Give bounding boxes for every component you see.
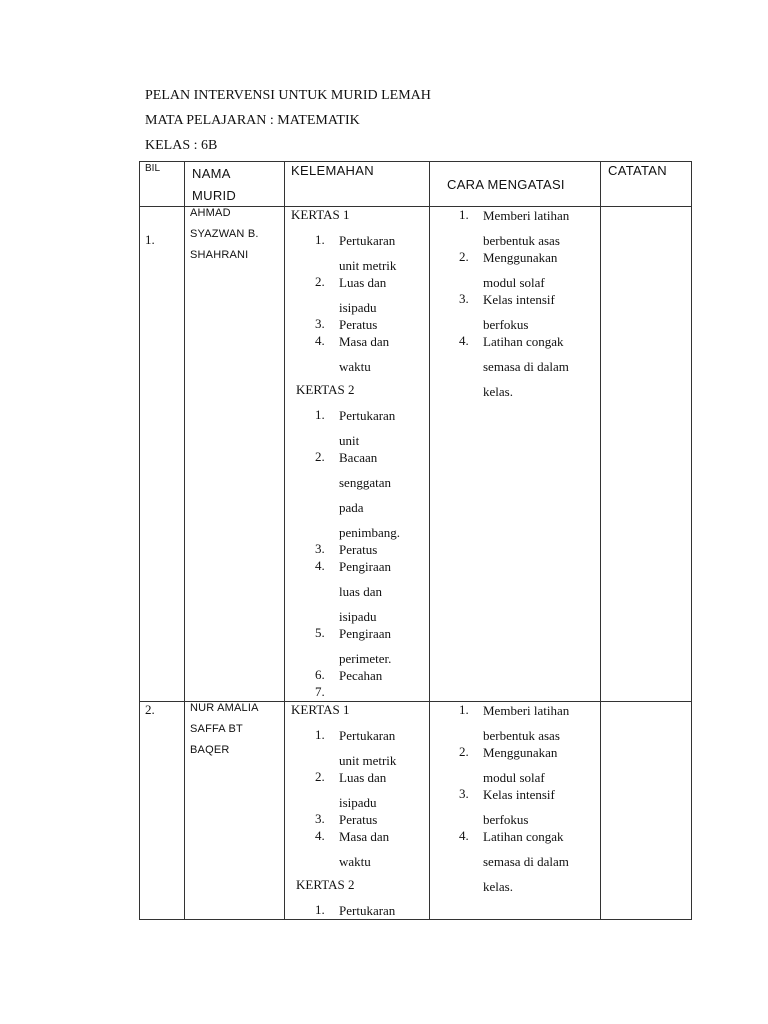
row-1-kertas1-label: KERTAS 1	[291, 207, 350, 222]
row-1-kertas1-item-text: Luas dan isipadu	[339, 275, 387, 315]
row-2-cara-item	[459, 786, 569, 828]
row-2-kertas2-item	[315, 902, 395, 919]
row-1-kertas1-item-text: Masa dan waktu	[339, 334, 390, 374]
row-2-kertas1-item	[315, 769, 396, 811]
row-1-kertas1-item	[315, 316, 396, 333]
row-2-cara-item-text: Kelas intensif berfokus	[483, 787, 555, 827]
class-line: KELAS : 6B	[145, 138, 218, 153]
table-border-left	[139, 161, 140, 920]
row-2-kertas1-item-number: 3.	[315, 811, 325, 826]
row-1-student-name: AHMAD SYAZWAN B. SHAHRANI	[190, 207, 259, 261]
row-1-cara-item-text: Kelas intensif berfokus	[483, 292, 555, 332]
row-1-kertas2-item-text	[339, 684, 400, 701]
row-2-cara-item-text: Latihan congak semasa di dalam kelas.	[483, 829, 569, 894]
row-1-kertas1-item-text: Peratus	[339, 317, 378, 332]
table-border-right	[691, 161, 692, 920]
column-divider-1	[184, 161, 185, 920]
row-1-kertas2-label: KERTAS 2	[296, 382, 355, 397]
intervention-table	[139, 161, 692, 920]
row-1-kertas1-list	[315, 232, 396, 375]
row-1-kertas1-item-number: 1.	[315, 232, 325, 247]
row-1-kertas2-item-text: Bacaan senggatan pada penimbang.	[339, 450, 401, 540]
row-2-kertas2-item-number: 1.	[315, 902, 325, 917]
row-2-cara-item	[459, 828, 569, 895]
row-2-cara-item-number: 2.	[459, 744, 469, 759]
row-1-cara-item-number: 2.	[459, 249, 469, 264]
row-2-kertas2-item-text: Pertukaran	[339, 903, 396, 918]
row-1-kertas2-item	[315, 684, 400, 701]
row-1-cara-item	[459, 249, 569, 291]
row-2-kertas1-item	[315, 828, 396, 870]
row-2-kertas2-label: KERTAS 2	[296, 877, 355, 892]
row-2-kertas1-list	[315, 727, 396, 870]
row-2-cara-item-number: 4.	[459, 828, 469, 843]
column-header-catatan: CATATAN	[608, 163, 667, 178]
row-1-kertas2-item	[315, 558, 400, 625]
row-1-cara-item	[459, 291, 569, 333]
subject-line: MATA PELAJARAN : MATEMATIK	[145, 113, 360, 128]
row-2-cara-item-number: 1.	[459, 702, 469, 717]
column-header-nama: NAMA MURID	[192, 166, 237, 203]
row-1-cara-list	[459, 207, 569, 400]
row-1-kertas2-item-text: Peratus	[339, 542, 378, 557]
row-1-kertas2-item-number: 3.	[315, 541, 325, 556]
row-2-kertas1-item-text: Luas dan isipadu	[339, 770, 387, 810]
row-1-bil: 1.	[145, 232, 155, 247]
row-2-cara-item-text: Menggunakan modul solaf	[483, 745, 558, 785]
row-2-kertas1-item-number: 4.	[315, 828, 325, 843]
row-1-kertas2-item-text: Pertukaran unit	[339, 408, 396, 448]
row-2-bil: 2.	[145, 702, 155, 717]
column-divider-4	[600, 161, 601, 920]
row-1-cara-item	[459, 207, 569, 249]
row-2-cara-item-text: Memberi latihan berbentuk asas	[483, 703, 570, 743]
row-1-kertas2-item	[315, 449, 400, 541]
row-1-cara-item-number: 3.	[459, 291, 469, 306]
column-header-kelemahan: KELEMAHAN	[291, 163, 374, 178]
column-divider-2	[284, 161, 285, 920]
document-title: PELAN INTERVENSI UNTUK MURID LEMAH	[145, 88, 431, 103]
row-1-kertas2-item	[315, 541, 400, 558]
row-2-kertas2-list	[315, 902, 395, 919]
row-1-cara-item-text: Latihan congak semasa di dalam kelas.	[483, 334, 569, 399]
row-2-kertas1-item	[315, 811, 396, 828]
row-1-kertas1-item-number: 3.	[315, 316, 325, 331]
row-1-cara-item-number: 1.	[459, 207, 469, 222]
row-2-kertas1-label: KERTAS 1	[291, 702, 350, 717]
row-1-kertas2-item-number: 7.	[315, 684, 325, 699]
row-2-student-name: NUR AMALIA SAFFA BT BAQER	[190, 702, 259, 756]
row-1-kertas2-list	[315, 407, 400, 701]
row-2-cara-item	[459, 702, 569, 744]
row-2-kertas1-item-text: Masa dan waktu	[339, 829, 390, 869]
row-2-kertas1-item-number: 2.	[315, 769, 325, 784]
row-1-kertas2-item-number: 1.	[315, 407, 325, 422]
row-1-kertas2-item-number: 5.	[315, 625, 325, 640]
row-1-cara-item-text: Memberi latihan berbentuk asas	[483, 208, 570, 248]
row-1-kertas2-item	[315, 625, 400, 667]
row-1-kertas2-item-number: 4.	[315, 558, 325, 573]
row-1-kertas1-item	[315, 333, 396, 375]
row-1-kertas2-item-number: 2.	[315, 449, 325, 464]
row-1-kertas2-item-text: Pengiraan luas dan isipadu	[339, 559, 391, 624]
table-border-bottom	[139, 919, 692, 920]
column-divider-3	[429, 161, 430, 920]
row-1-kertas2-item-text: Pengiraan perimeter.	[339, 626, 392, 666]
row-1-cara-item-text: Menggunakan modul solaf	[483, 250, 558, 290]
column-header-cara: CARA MENGATASI	[447, 177, 565, 192]
row-2-kertas1-item	[315, 727, 396, 769]
row-1-kertas2-item	[315, 407, 400, 449]
row-1-cara-item	[459, 333, 569, 400]
row-2-cara-list	[459, 702, 569, 895]
row-1-kertas2-item-number: 6.	[315, 667, 325, 682]
row-2-cara-item	[459, 744, 569, 786]
row-2-kertas1-item-text: Pertukaran unit metrik	[339, 728, 397, 768]
column-header-bil: BIL	[145, 163, 161, 174]
row-2-cara-item-number: 3.	[459, 786, 469, 801]
row-1-kertas2-item-text: Pecahan	[339, 668, 383, 683]
row-1-kertas1-item-number: 4.	[315, 333, 325, 348]
row-1-cara-item-number: 4.	[459, 333, 469, 348]
row-1-kertas1-item	[315, 274, 396, 316]
row-2-kertas1-item-number: 1.	[315, 727, 325, 742]
row-2-kertas1-item-text: Peratus	[339, 812, 378, 827]
table-border-top	[139, 161, 692, 162]
row-1-kertas1-item-text: Pertukaran unit metrik	[339, 233, 397, 273]
row-1-kertas1-item-number: 2.	[315, 274, 325, 289]
row-1-kertas1-item	[315, 232, 396, 274]
row-1-kertas2-item	[315, 667, 400, 684]
